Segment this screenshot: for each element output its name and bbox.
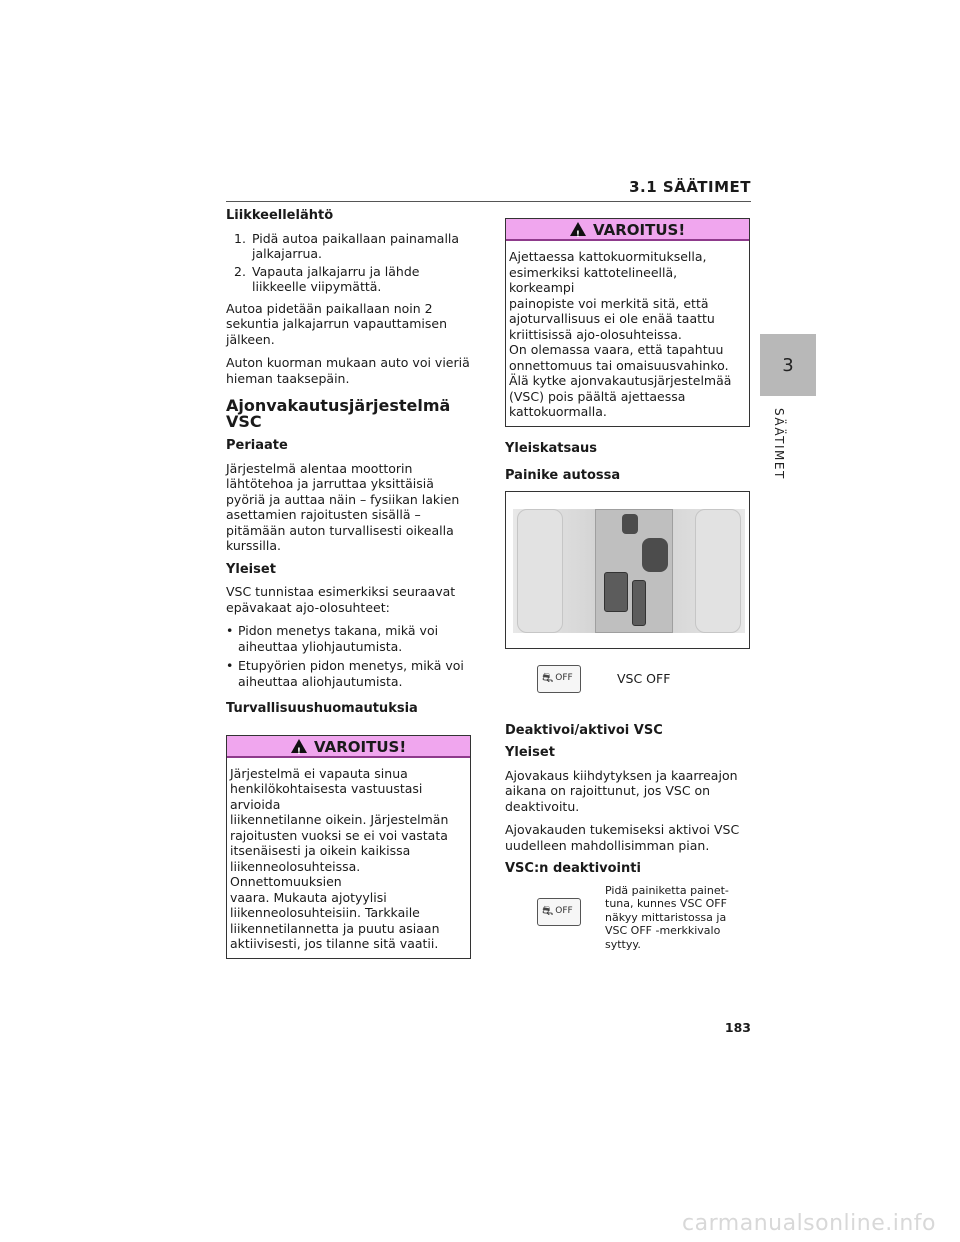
step-text: Pidä autoa paikallaan painamalla jalkajarrua.: [252, 230, 460, 261]
car-skid-icon: ⛐: [542, 671, 554, 686]
heading-start: Liikkeellelähtö: [226, 208, 334, 223]
paragraph-general: VSC tunnistaa esimerkiksi seuraavat epävakaat ajo-olosuhteet:: [226, 584, 456, 615]
warning-text: Järjestelmä ei vapauta sinua henkilökohtaisesta vastuustasi arvioida liikennetilanne oikein. Järjestelmän rajoitusten vuoksi se ei voi vastata itsenäisesti ja oikein kaikissa liikenneolosuhteissa. Onnettomuuksien vaara. Mukauta ajotyylisi liikenneolosuhteisiin. Tarkkaile liikennetilannetta ja puutu asiaan aktiivisesti, jos tilanne sitä vaatii.: [230, 765, 449, 951]
icon-off-text: OFF: [555, 672, 573, 683]
page-header: [226, 178, 751, 202]
heading-deact: VSC:n deaktivointi: [505, 861, 641, 876]
paragraph-press: Pidä painiketta painet- tuna, kunnes VSC OFF näkyy mittaristossa ja VSC OFF -merkkivalo syttyy.: [605, 883, 729, 951]
deactivate-row: [505, 884, 750, 952]
controller-knob: [642, 538, 668, 572]
switch-strip: [632, 580, 646, 626]
paragraph-limited: Ajovakaus kiihdytyksen ja kaarreajon aikana on rajoittunut, jos VSC on deaktivoitu.: [505, 767, 738, 814]
heading-button: Painike autossa: [505, 468, 621, 483]
warning-body: [506, 241, 749, 426]
heading-overview: Yleiskatsaus: [505, 440, 598, 456]
heading-general-right: Yleiset: [505, 745, 555, 760]
right-column: [505, 218, 750, 951]
warning-icon: !: [570, 222, 586, 236]
bullet-icon: •: [226, 658, 234, 673]
list-item: [234, 231, 471, 262]
step-number: 1.: [234, 230, 246, 246]
paragraph-hold: Autoa pidetään paikallaan noin 2 sekuntia jalkajarrun vapauttamisen jälkeen.: [226, 300, 448, 347]
paragraph-principle: Järjestelmä alentaa moottorin lähtötehoa ja jarruttaa yksittäisiä pyöriä ja auttaa näin – fysiikan lakien asettamien rajoitusten sisällä – pitämään auton turvallisesti oikealla kurssilla.: [226, 460, 460, 553]
warning-title: VAROITUS!: [314, 737, 407, 756]
paragraph-reactivate: Ajovakauden tukemiseksi aktivoi VSC uudelleen mahdollisimman pian.: [505, 822, 740, 853]
chapter-tab: [760, 334, 816, 396]
vsc-off-icon: [537, 665, 581, 693]
bullet-text: Etupyörien pidon menetys, mikä voi aiheuttaa aliohjautumista.: [238, 658, 464, 689]
center-console-image: [513, 509, 745, 633]
steps-list: [234, 231, 471, 295]
right-seat: [695, 509, 741, 633]
list-item: [226, 658, 471, 689]
icon-legend-row: [505, 665, 750, 693]
heading-vsc: Ajonvakautusjärjestelmä VSC: [226, 396, 451, 431]
section-title: 3.1 SÄÄTIMET: [629, 178, 751, 196]
heading-safety: Turvallisuushuomautuksia: [226, 701, 418, 716]
page-number: 183: [724, 1020, 751, 1035]
icon-off-text: OFF: [555, 905, 573, 916]
warning-title: VAROITUS!: [593, 221, 686, 239]
bullet-text: Pidon menetys takana, mikä voi aiheuttaa yliohjautumista.: [238, 623, 439, 654]
step-text: Vapauta jalkajarru ja lähde liikkeelle viipymättä.: [252, 263, 420, 294]
warning-body: [227, 758, 470, 958]
vsc-off-button-icon: [537, 898, 581, 926]
heading-deactivate: Deaktivoi/aktivoi VSC: [505, 722, 663, 738]
warning-header: [227, 736, 470, 758]
heading-principle: Periaate: [226, 438, 288, 453]
warning-box: [505, 218, 750, 427]
console-panel: [595, 509, 673, 633]
warning-icon: !: [291, 739, 307, 753]
left-seat: [517, 509, 563, 633]
chapter-number: 3: [782, 354, 794, 376]
console-figure: [505, 491, 750, 649]
step-number: 2.: [234, 263, 246, 279]
paragraph-roll: Auton kuorman mukaan auto voi vieriä hieman taaksepäin.: [226, 355, 470, 386]
chapter-label: SÄÄTIMET: [772, 408, 786, 480]
warning-header: [506, 219, 749, 241]
button-pad: [604, 572, 628, 612]
car-skid-icon: ⛐: [542, 904, 554, 919]
warning-box: [226, 735, 471, 959]
gear-selector: [622, 514, 638, 534]
list-item: [234, 264, 471, 295]
list-item: [226, 623, 471, 654]
bullet-icon: •: [226, 623, 234, 638]
warning-text: Ajettaessa kattokuormituksella, esimerkiksi kattotelineellä, korkeampi painopiste voi merkitä sitä, että ajoturvallisuus ei ole enää taattu kriittisissä ajo-olosuhteissa. On olemassa vaara, että tapahtuu onnettomuus tai omaisuusvahinko. Älä kytke ajonvakautusjärjestelmää (VSC) pois päältä ajettaessa kattokuormalla.: [509, 249, 732, 419]
left-column: [226, 208, 471, 971]
icon-label: VSC OFF: [617, 670, 671, 686]
heading-general: Yleiset: [226, 561, 276, 577]
watermark: carmanualsonline.info: [682, 1211, 936, 1236]
